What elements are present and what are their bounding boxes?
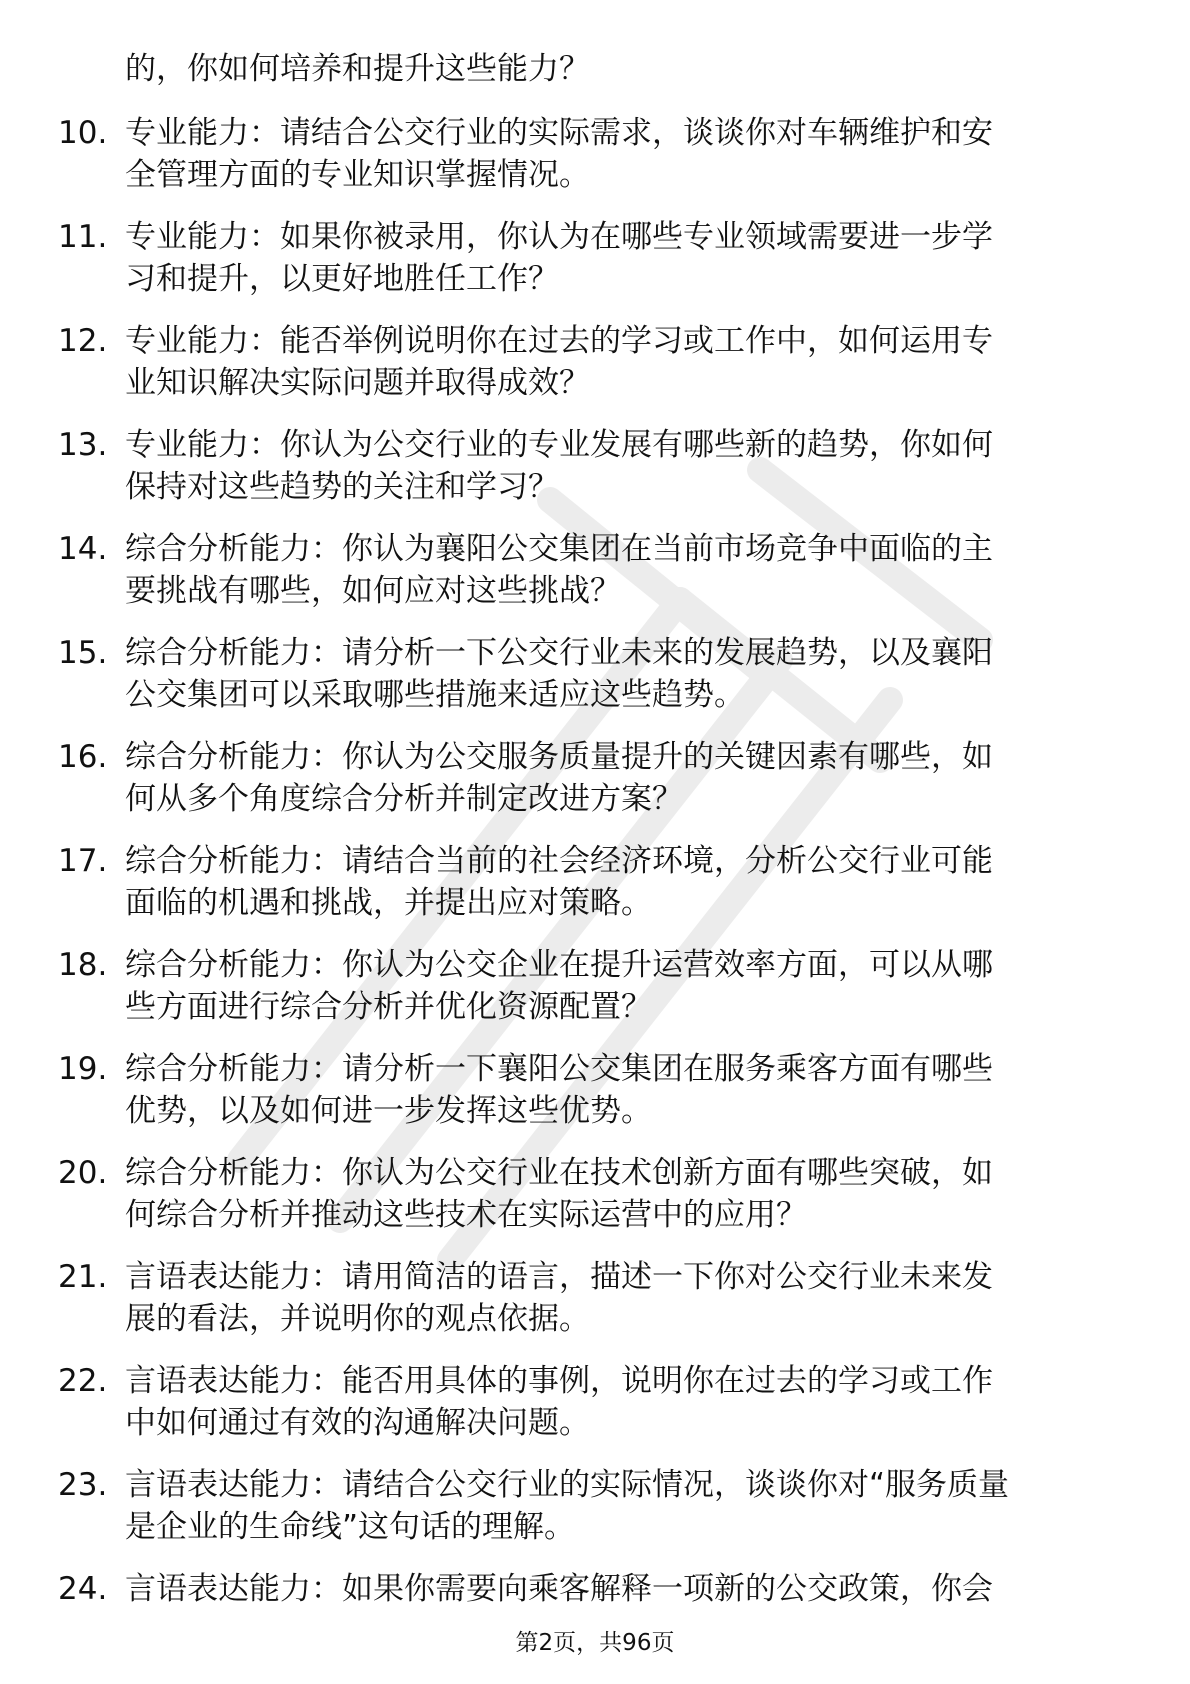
- question-text: [125, 944, 1115, 1028]
- question-line: 习和提升，以更好地胜任工作？: [125, 261, 559, 297]
- question-number: 11.: [58, 219, 108, 255]
- continuation-text: 的，你如何培养和提升这些能力？: [125, 51, 590, 87]
- list-item: [0, 320, 1190, 404]
- question-number: 23.: [58, 1467, 108, 1503]
- question-line: 专业能力：请结合公交行业的实际需求，谈谈你对车辆维护和安: [125, 115, 993, 151]
- question-line: 何综合分析并推动这些技术在实际运营中的应用？: [125, 1197, 807, 1233]
- question-line: 优势，以及如何进一步发挥这些优势。: [125, 1093, 652, 1129]
- question-line: 展的看法，并说明你的观点依据。: [125, 1301, 590, 1337]
- question-list: [0, 112, 1190, 1672]
- question-text: [125, 1152, 1115, 1236]
- question-line: 公交集团可以采取哪些措施来适应这些趋势。: [125, 677, 745, 713]
- question-line: 综合分析能力：请分析一下襄阳公交集团在服务乘客方面有哪些: [125, 1051, 993, 1087]
- question-line: 综合分析能力：请分析一下公交行业未来的发展趋势，以及襄阳: [125, 635, 993, 671]
- list-item: [0, 1048, 1190, 1132]
- question-text: [125, 840, 1115, 924]
- list-item: [0, 1256, 1190, 1340]
- question-text: [125, 1464, 1115, 1548]
- list-item: [0, 632, 1190, 716]
- question-number: 20.: [58, 1155, 108, 1191]
- list-item: [0, 944, 1190, 1028]
- question-number: 18.: [58, 947, 108, 983]
- question-number: 22.: [58, 1363, 108, 1399]
- question-line: 专业能力：能否举例说明你在过去的学习或工作中，如何运用专: [125, 323, 993, 359]
- question-number: 17.: [58, 843, 108, 879]
- question-line: 中如何通过有效的沟通解决问题。: [125, 1405, 590, 1441]
- question-text: [125, 736, 1115, 820]
- question-line: 保持对这些趋势的关注和学习？: [125, 469, 559, 505]
- question-line: 综合分析能力：请结合当前的社会经济环境，分析公交行业可能: [125, 843, 993, 879]
- question-line: 综合分析能力：你认为公交行业在技术创新方面有哪些突破，如: [125, 1155, 993, 1191]
- question-line: 全管理方面的专业知识掌握情况。: [125, 157, 590, 193]
- question-line: 言语表达能力：请结合公交行业的实际情况，谈谈你对“服务质量: [125, 1467, 1010, 1503]
- question-text: [125, 1048, 1115, 1132]
- question-line: 综合分析能力：你认为公交企业在提升运营效率方面，可以从哪: [125, 947, 993, 983]
- page-footer: 第2页，共96页: [515, 1630, 675, 1656]
- question-line: 专业能力：你认为公交行业的专业发展有哪些新的趋势，你如何: [125, 427, 993, 463]
- question-line: 业知识解决实际问题并取得成效？: [125, 365, 590, 401]
- question-text: [125, 528, 1115, 612]
- question-number: 21.: [58, 1259, 108, 1295]
- question-text: [125, 1360, 1115, 1444]
- question-number: 13.: [58, 427, 108, 463]
- question-line: 面临的机遇和挑战，并提出应对策略。: [125, 885, 652, 921]
- question-number: 10.: [58, 115, 108, 151]
- question-line: 言语表达能力：如果你需要向乘客解释一项新的公交政策，你会: [125, 1571, 993, 1607]
- question-number: 14.: [58, 531, 108, 567]
- question-number: 24.: [58, 1571, 108, 1607]
- question-line: 要挑战有哪些，如何应对这些挑战？: [125, 573, 621, 609]
- question-text: [125, 632, 1115, 716]
- question-text: [125, 1568, 1115, 1610]
- question-line: 何从多个角度综合分析并制定改进方案？: [125, 781, 683, 817]
- question-text: [125, 112, 1115, 196]
- list-item: [0, 736, 1190, 820]
- list-item: [0, 840, 1190, 924]
- question-number: 15.: [58, 635, 108, 671]
- question-line: 综合分析能力：你认为公交服务质量提升的关键因素有哪些，如: [125, 739, 993, 775]
- question-text: [125, 216, 1115, 300]
- question-line: 是企业的生命线”这句话的理解。: [125, 1509, 576, 1545]
- question-text: [125, 1256, 1115, 1340]
- question-line: 专业能力：如果你被录用，你认为在哪些专业领域需要进一步学: [125, 219, 993, 255]
- list-item: [0, 216, 1190, 300]
- question-number: 12.: [58, 323, 108, 359]
- list-item: [0, 112, 1190, 196]
- list-item: [0, 424, 1190, 508]
- question-line: 言语表达能力：请用简洁的语言，描述一下你对公交行业未来发: [125, 1259, 993, 1295]
- list-item: [0, 528, 1190, 612]
- list-item: [0, 1360, 1190, 1444]
- question-line: 综合分析能力：你认为襄阳公交集团在当前市场竞争中面临的主: [125, 531, 993, 567]
- question-text: [125, 320, 1115, 404]
- question-number: 19.: [58, 1051, 108, 1087]
- question-line: 言语表达能力：能否用具体的事例，说明你在过去的学习或工作: [125, 1363, 993, 1399]
- question-text: [125, 424, 1115, 508]
- question-line: 些方面进行综合分析并优化资源配置？: [125, 989, 652, 1025]
- list-item: [0, 1152, 1190, 1236]
- question-number: 16.: [58, 739, 108, 775]
- list-item: [0, 1464, 1190, 1548]
